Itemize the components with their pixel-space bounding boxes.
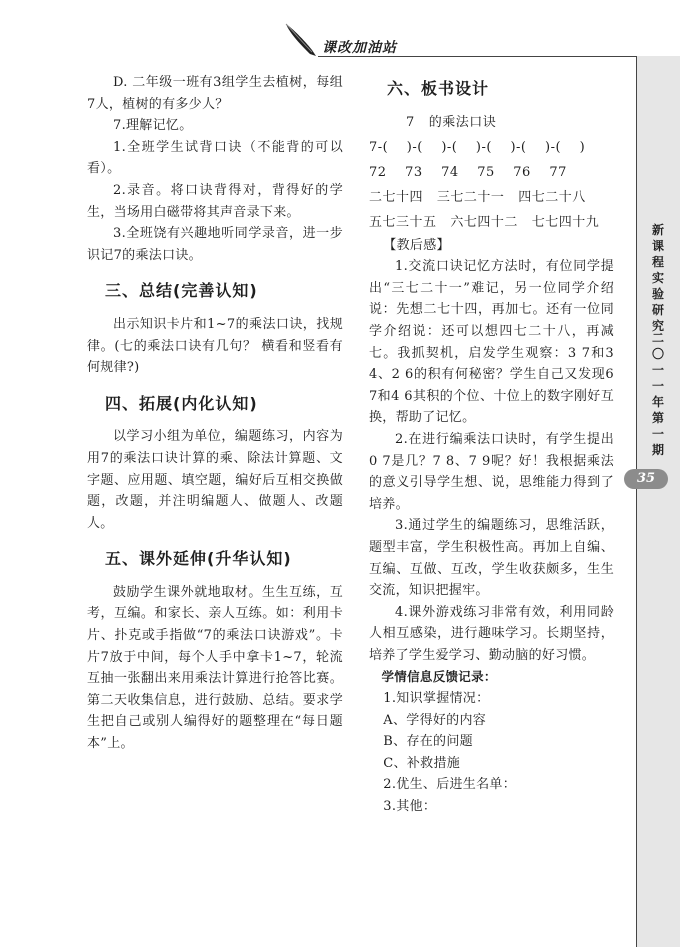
feedback-item: C、补救措施 [383, 755, 461, 771]
paragraph: 1.交流口诀记忆方法时，有位同学提出“三七二十一”难记，另一位同学介绍说：先想二七十四，再加七。还有一位同学介绍说：还可以想四七二十八，再减七。我抓契机，启发学生观察：3 7和3 4、2 6的积有何秘密？学生自己又发现6 7和4 6其积的个位、十位上的数字刚好互换，帮助了记忆。 [369, 259, 614, 426]
feedback-item: 1.知识掌握情况： [383, 691, 490, 707]
paragraph: 3.通过学生的编题练习，思维活跃，题型丰富，学生积极性高。再加上自编、互编、互做、互改，学生收获颇多，生生交流，知识把握牢。 [369, 518, 614, 599]
header-rule [318, 56, 636, 57]
paragraph: 鼓励学生课外就地取材。生生互练，互考，互编。和家长、亲人互练。如：利用卡片、扑克或手指做“7的乘法口诀游戏”。卡片7放于中间，每个人手中拿卡1~7，轮流互抽一张翻出来用乘法计算进行抢答比赛。第二天收集信息，进行鼓励、总结。要求学生把自己或别人编得好的题整理在“每日题本”上。 [87, 584, 343, 752]
board-line: 7-( )-( )-( )-( )-( )-( ) [369, 139, 586, 155]
board-line: 7 的乘法口诀 [369, 114, 497, 130]
journal-name-vertical: 新 课 程 实 验 研 究 [651, 223, 664, 333]
paragraph: D. 二年级一班有3组学生去植树，每组7人，植树的有多少人？ [87, 75, 343, 112]
paragraph: 7.理解记忆。 [113, 118, 193, 134]
left-column [87, 72, 343, 755]
board-line: 五七三十五 六七四十二 七七四十九 [369, 214, 600, 230]
reflection-label: 【教后感】 [383, 237, 450, 253]
issue-vertical: 二 〇 一 一 年 第 一 期 [651, 331, 664, 457]
section-title: 五、课外延伸(升华认知) [105, 549, 292, 569]
side-rule [636, 56, 637, 947]
section-title: 六、板书设计 [387, 79, 490, 98]
board-line: 二七十四 三七二十一 四七二十八 [369, 189, 586, 205]
feedback-item: A、学得好的内容 [383, 712, 487, 728]
paragraph: 以学习小组为单位，编题练习，内容为用7的乘法口诀计算的乘、除法计算题、文字题、应用题、填空题，编好后互相交换做题，改题，并注明编题人、做题人、改题人。 [87, 429, 343, 531]
feedback-item: 3.其他： [383, 799, 437, 815]
paragraph: 出示知识卡片和1~7的乘法口诀，找规律。(七的乘法口诀有几句？ 横看和竖看有何规律?) [87, 316, 343, 376]
feedback-label: 学情信息反馈记录： [381, 669, 497, 685]
paragraph: 3.全班饶有兴趣地听同学录音，进一步识记7的乘法口诀。 [87, 226, 343, 263]
feedback-item: 2.优生、后进生名单： [383, 777, 517, 793]
feedback-item: B、存在的问题 [383, 734, 473, 750]
header-title: 课改加油站 [322, 40, 397, 56]
page-number: 35 [624, 469, 668, 489]
side-bar [636, 56, 680, 947]
board-line: 72 73 74 75 76 77 [369, 164, 567, 180]
paragraph: 1.全班学生试背口诀（不能背的可以看）。 [87, 139, 343, 177]
paragraph: 2.在进行编乘法口诀时，有学生提出0 7是几？7 8、7 9呢？好！我根据乘法的意义引导学生想、说，思维能力得到了培养。 [369, 431, 614, 512]
section-title: 四、拓展(内化认知) [105, 393, 258, 413]
section-title: 三、总结(完善认知) [105, 281, 258, 301]
paragraph: 2.录音。将口诀背得对，背得好的学生，当场用白磁带将其声音录下来。 [87, 182, 343, 220]
paragraph: 4.课外游戏练习非常有效，利用同龄人相互感染，进行趣味学习。长期坚持，培养了学生爱学习、勤动脑的好习惯。 [369, 604, 614, 663]
right-column [369, 72, 614, 818]
